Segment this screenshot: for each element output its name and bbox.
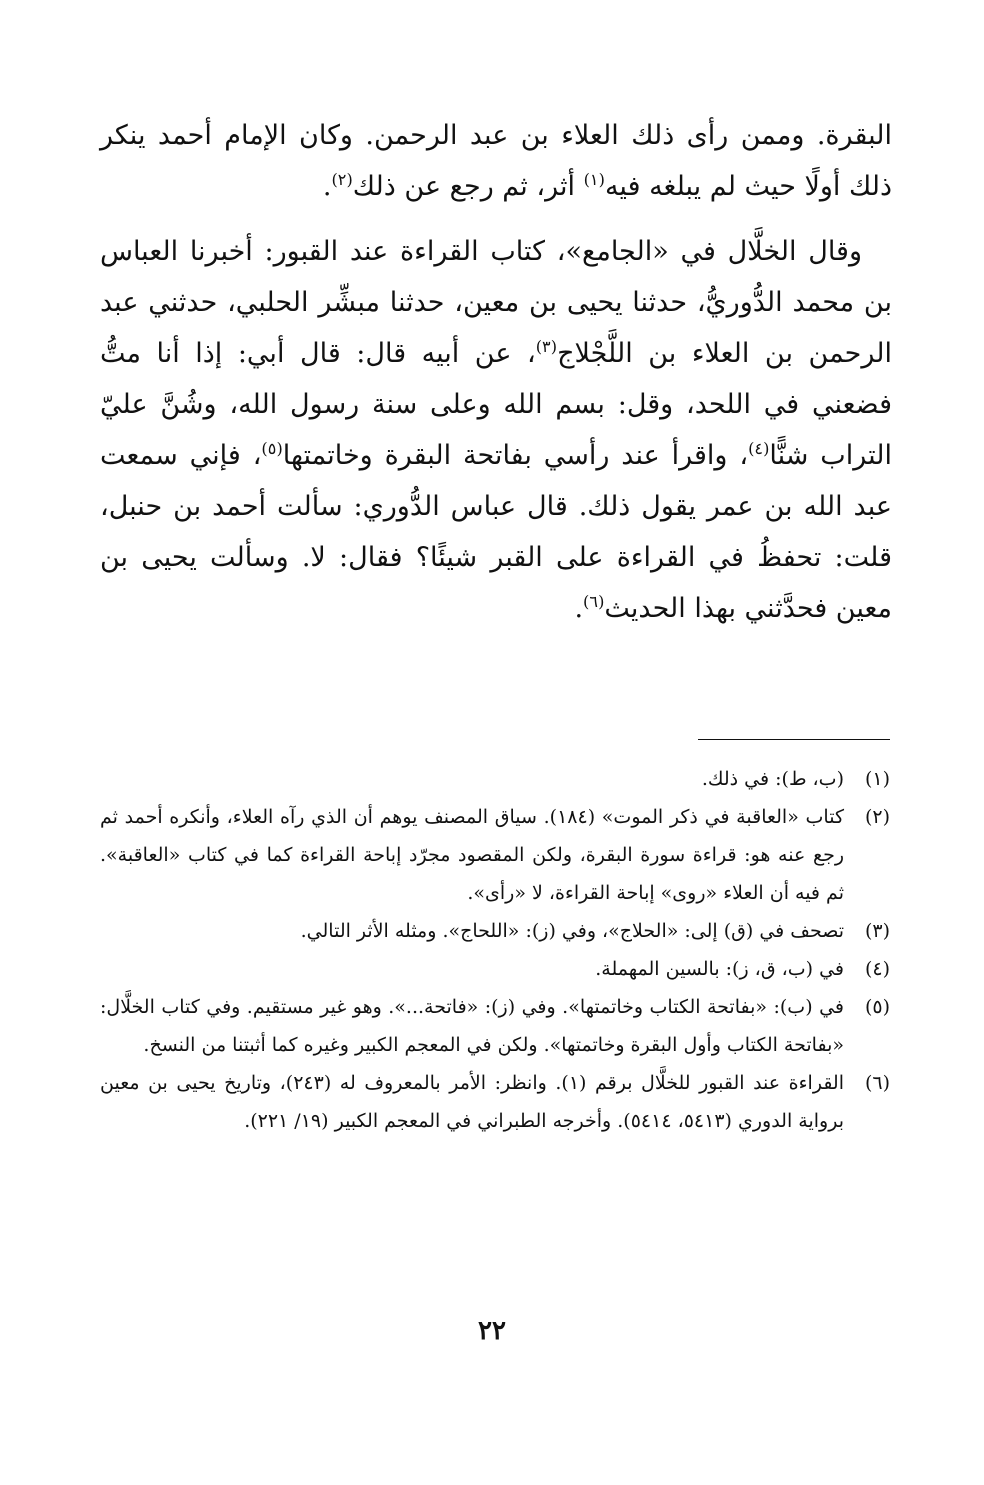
footnote-number: (٥) [864, 996, 890, 1018]
paragraph-1-text-b: أثر، ثم رجع عن ذلك [352, 171, 584, 202]
footnote-ref-4: (٤) [748, 439, 770, 458]
footnote-number: (١) [864, 768, 890, 790]
footnote-item [100, 798, 890, 912]
paragraph-2-text-a: وقال الخلَّال في «الجامع»، كتاب القراءة عند القبور: أخبرنا العباس بن محمد الدُّوريُّ، حدثنا يحيى بن معين، حدثنا مبشِّر الحلبي، حدثني عبد الرحمن بن العلاء بن اللَّجْلاج [100, 236, 893, 369]
paragraph-1 [100, 110, 892, 212]
main-text [100, 110, 892, 634]
footnote-text: في (ب، ق، ز): بالسين المهملة. [595, 958, 844, 980]
footnote-item [100, 912, 890, 950]
footnote-ref-2: (٢) [331, 170, 353, 189]
footnote-number: (٤) [864, 958, 890, 980]
paragraph-2-text-c: ، واقرأ عند رأسي بفاتحة البقرة وخاتمتها [282, 440, 749, 471]
paragraph-1-text-a: البقرة. وممن رأى ذلك العلاء بن عبد الرحمن. وكان الإمام أحمد ينكر ذلك أولًا حيث لم يبلغه فيه [100, 120, 892, 202]
footnote-text: في (ب): «بفاتحة الكتاب وخاتمتها». وفي (ز): «فاتحة...». وهو غير مستقيم. وفي كتاب الخلَّال: «بفاتحة الكتاب وأول البقرة وخاتمتها». ولكن في المعجم الكبير وغيره كما أثبتنا من النسخ. [100, 996, 844, 1056]
footnote-ref-1: (١) [583, 170, 605, 189]
paragraph-1-text-c: . [322, 171, 332, 202]
footnote-item [100, 1064, 890, 1140]
footnote-item [100, 988, 890, 1064]
footnote-number: (٣) [864, 920, 890, 942]
footnote-item [100, 760, 890, 798]
footnote-ref-3: (٣) [535, 337, 558, 356]
footnote-ref-6: (٦) [583, 592, 605, 611]
footnote-text: القراءة عند القبور للخلَّال برقم (١). وانظر: الأمر بالمعروف له (٢٤٣)، وتاريخ يحيى بن معين برواية الدوري (٥٤١٣، ٥٤١٤). وأخرجه الطبراني في المعجم الكبير (١٩/ ٢٢١). [100, 1072, 844, 1132]
footnote-separator [698, 739, 890, 740]
footnote-ref-5: (٥) [261, 439, 283, 458]
paragraph-2-text-b: ، عن أبيه قال: قال أبي: إذا أنا متُّ فضعني في اللحد، وقل: بسم الله وعلى سنة رسول الله، وشُنَّ عليّ التراب شنًّا [100, 338, 892, 471]
paragraph-2-text-d: ، فإني سمعت عبد الله بن عمر يقول ذلك. قال عباس الدُّوري: سألت أحمد بن حنبل، قلت: تحفظُ في القراءة على القبر شيئًا؟ فقال: لا. وسألت يحيى بن معين فحدَّثني بهذا الحديث [100, 440, 892, 624]
footnote-text: كتاب «العاقبة في ذكر الموت» (١٨٤). سياق المصنف يوهم أن الذي رآه العلاء، وأنكره أحمد ثم رجع عنه هو: قراءة سورة البقرة، ولكن المقصود مجرّد إباحة القراءة كما في كتاب «العاقبة». ثم فيه أن العلاء «روى» إباحة القراءة، لا «رأى». [100, 806, 844, 904]
footnote-text: تصحف في (ق) إلى: «الحلاج»، وفي (ز): «اللحاج». ومثله الأثر التالي. [300, 920, 844, 942]
footnotes [100, 760, 890, 1140]
footnote-item [100, 950, 890, 988]
footnote-number: (٦) [864, 1072, 890, 1094]
paragraph-2 [100, 226, 892, 634]
footnote-text: (ب، ط): في ذلك. [701, 768, 844, 790]
paragraph-2-text-e: . [574, 593, 584, 624]
footnote-number: (٢) [864, 806, 890, 828]
page-number: ٢٢ [478, 1316, 506, 1346]
